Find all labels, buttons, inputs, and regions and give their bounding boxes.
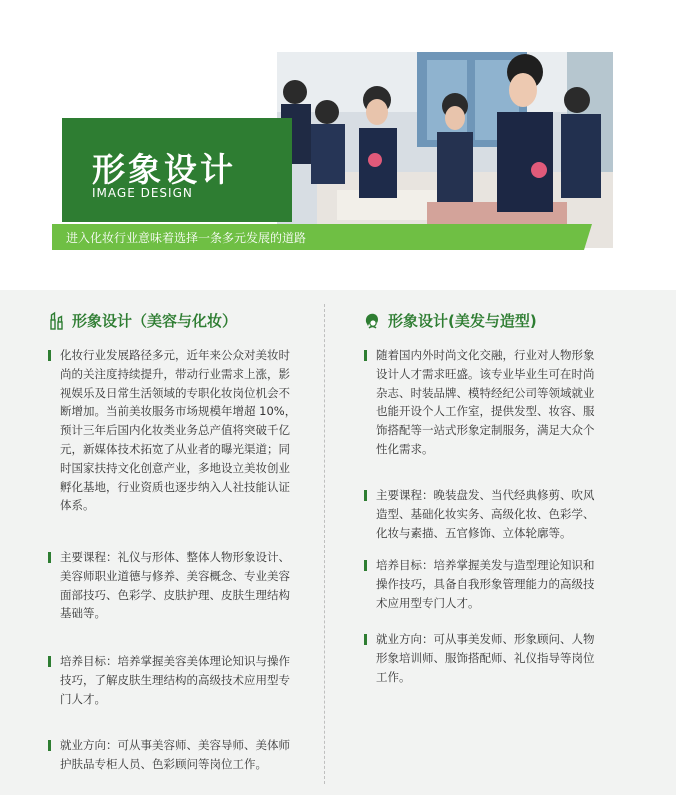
page-title: 形象设计 xyxy=(92,150,236,189)
page-subtitle: IMAGE DESIGN xyxy=(92,186,193,200)
classroom-photo xyxy=(277,52,613,248)
ribbon-tail xyxy=(584,224,592,250)
classroom-photo-illustration xyxy=(277,52,613,248)
paragraph-courses: 主要课程：晚装盘发、当代经典修剪、吹风造型、基础化妆实务、高级化妆、色彩学、化妆与素描、五官修饰、立体轮廓等。 xyxy=(362,486,602,542)
tagline-text: 进入化妆行业意味着选择一条多元发展的道路 xyxy=(66,231,307,245)
paragraph-courses: 主要课程：礼仪与形体、整体人物形象设计、美容师职业道德与修养、美容概念、专业美容面部技巧、色彩学、皮肤护理、皮肤生理结构基础等。 xyxy=(46,548,300,623)
hero-banner xyxy=(0,0,676,270)
column-divider xyxy=(324,304,325,784)
paragraph-careers: 就业方向：可从事美发师、形象顾问、人物形象培训师、服饰搭配师、礼仪指导等岗位工作。 xyxy=(362,630,602,686)
tagline-ribbon xyxy=(52,224,584,250)
column-title: 形象设计（美容与化妆） xyxy=(72,312,238,330)
paragraph-goals: 培养目标：培养掌握美发与造型理论知识和操作技巧，具备自我形象管理能力的高级技术应用型专门人才。 xyxy=(362,556,602,612)
paragraph-overview: 随着国内外时尚文化交融，行业对人物形象设计人才需求旺盛。该专业毕业生可在时尚杂志、时装品牌、模特经纪公司等领域就业也能开设个人工作室，提供发型、妆容、服饰搭配等一站式形象定制服务，满足大众个性化需求。 xyxy=(362,346,602,459)
paragraph-careers: 就业方向：可从事美容师、美容导师、美体师护肤品专柜人员、色彩顾问等岗位工作。 xyxy=(46,736,300,774)
column-header xyxy=(362,310,537,331)
hair-style-icon xyxy=(362,311,382,331)
paragraph-goals: 培养目标：培养掌握美容美体理论知识与操作技巧，了解皮肤生理结构的高级技术应用型专门人才。 xyxy=(46,652,300,708)
lipstick-icon xyxy=(46,311,66,331)
column-header xyxy=(46,310,237,331)
column-title: 形象设计(美发与造型) xyxy=(388,312,537,330)
content-panel xyxy=(0,290,676,795)
title-block xyxy=(62,118,292,222)
paragraph-overview: 化妆行业发展路径多元，近年来公众对美妆时尚的关注度持续提升，带动行业需求上涨，影视娱乐及日常生活领域的专职化妆岗位机会不断增加。当前美妆服务市场规模年增超 10%，预计三年后国内化妆类业务总产值将突破千亿元，新媒体技术拓宽了从业者的曝光渠道；同时国家扶持文化创意产业，多地设立美妆创业孵化基地，行业资质也逐步纳入人社技能认证体系。 xyxy=(46,346,300,515)
